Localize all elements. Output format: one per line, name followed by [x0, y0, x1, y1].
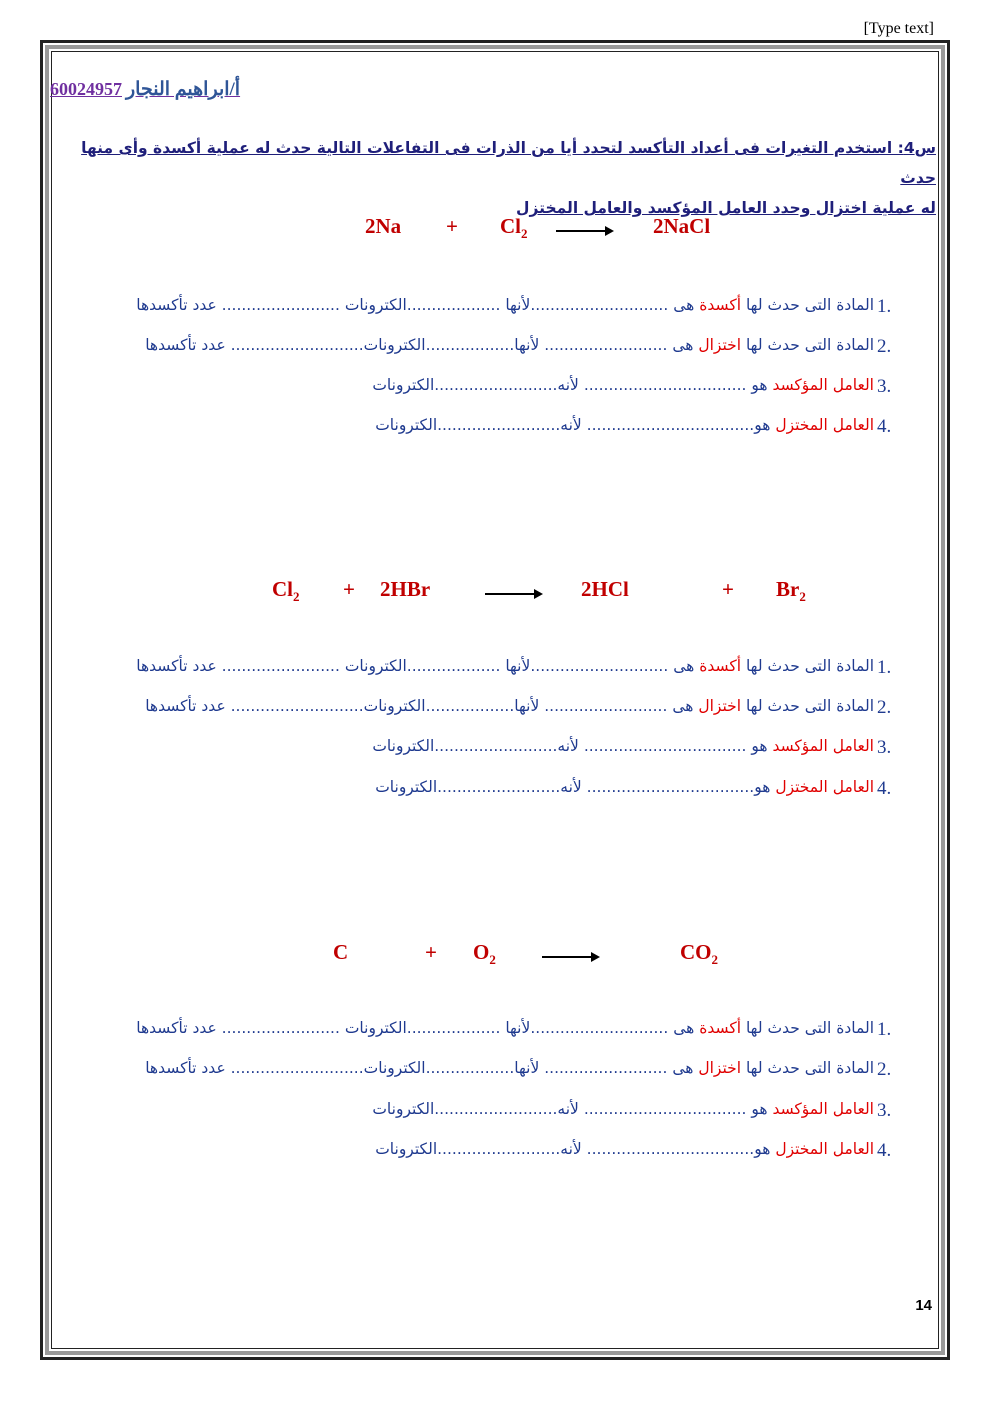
answer-oxidizing-agent: العامل المؤكسد هو ................................. لأنه.........................الكترونات — [372, 376, 874, 394]
answer-reducing-agent: العامل المختزل هو.................................. لأنه.........................الكترونات — [375, 416, 874, 434]
item-number: 2. — [877, 1059, 892, 1080]
question-line-1: س4: استخدم التغيرات فى أعداد التأكسد لتحدد أيا من الذرات فى التفاعلات التالية حدث له عملية أكسدة وأى منها حدث — [81, 139, 936, 187]
reactant-oxygen: $O_2$ — [473, 940, 496, 968]
plus-sign: + — [446, 214, 458, 238]
teacher-name: أ/ابراهيم النجار — [126, 79, 241, 100]
item-number: 4. — [877, 778, 892, 799]
reactant-sodium: 2Na — [365, 214, 402, 238]
answer-reducing-agent: العامل المختزل هو.................................. لأنه.........................الكترونات — [375, 778, 874, 796]
reactant-chlorine: $Cl_2$ — [272, 577, 300, 605]
question-line-2: له عملية اختزال وحدد العامل المؤكسد والعامل المختزل — [516, 199, 936, 217]
answer-reduced: المادة التى حدث لها اختزال هى ......................... لأنها..................الكترونات........................... عدد تأكسدها — [145, 697, 874, 715]
reactant-carbon: C — [333, 940, 349, 964]
item-number: 2. — [877, 336, 892, 357]
product-bromine: $Br_2$ — [776, 577, 806, 605]
answer-oxidized: المادة التى حدث لها أكسدة هى ............................لأنها ...................الكترونات ........................ عدد تأكسدها — [136, 1019, 874, 1037]
item-number: 3. — [877, 376, 892, 397]
item-number: 3. — [877, 737, 892, 758]
reaction-arrow — [542, 956, 598, 958]
answer-oxidized: المادة التى حدث لها أكسدة هى ............................لأنها ...................الكترونات ........................ عدد تأكسدها — [136, 657, 874, 675]
answer-reduced: المادة التى حدث لها اختزال هى ......................... لأنها..................الكترونات........................... عدد تأكسدها — [145, 336, 874, 354]
product-carbon-dioxide: $CO_2$ — [680, 940, 718, 968]
plus-sign: + — [343, 577, 355, 601]
answer-reducing-agent: العامل المختزل هو.................................. لأنه.........................الكترونات — [375, 1140, 874, 1158]
teacher-credit — [50, 78, 240, 101]
question-heading — [55, 133, 936, 223]
answer-oxidizing-agent: العامل المؤكسد هو ................................. لأنه.........................الكترونات — [372, 737, 874, 755]
page-number: 14 — [915, 1297, 932, 1314]
item-number: 4. — [877, 416, 892, 437]
header-type-text: [Type text] — [863, 20, 934, 37]
item-number: 2. — [877, 697, 892, 718]
plus-sign: + — [425, 940, 437, 964]
plus-sign: + — [722, 577, 734, 601]
product-sodium-chloride: 2NaCl — [653, 214, 711, 238]
product-hydrogen-chloride: 2HCl — [581, 577, 629, 601]
item-number: 3. — [877, 1100, 892, 1121]
reactant-hydrogen-bromide: 2HBr — [380, 577, 431, 601]
item-number: 1. — [877, 296, 892, 317]
reaction-arrow — [485, 593, 541, 595]
item-number: 4. — [877, 1140, 892, 1161]
reaction-arrow — [556, 230, 612, 232]
teacher-phone: 60024957 — [50, 79, 122, 99]
item-number: 1. — [877, 1019, 892, 1040]
answer-reduced: المادة التى حدث لها اختزال هى ......................... لأنها..................الكترونات........................... عدد تأكسدها — [145, 1059, 874, 1077]
reactant-chlorine: $Cl_2$ — [500, 214, 528, 242]
answer-oxidized: المادة التى حدث لها أكسدة هى ............................لأنها ...................الكترونات ........................ عدد تأكسدها — [136, 296, 874, 314]
answer-oxidizing-agent: العامل المؤكسد هو ................................. لأنه.........................الكترونات — [372, 1100, 874, 1118]
item-number: 1. — [877, 657, 892, 678]
